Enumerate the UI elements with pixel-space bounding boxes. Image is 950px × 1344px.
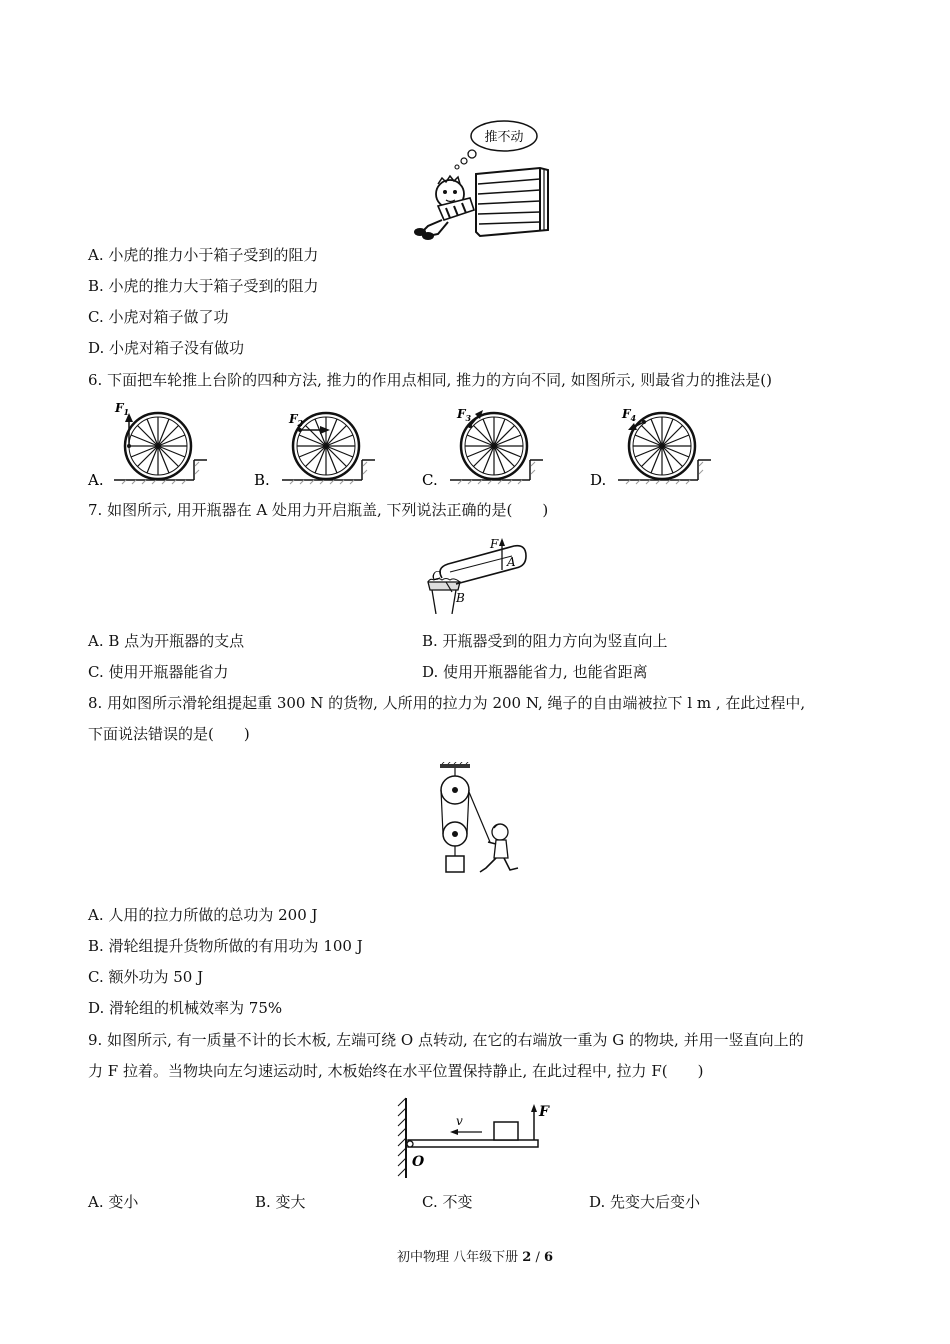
q6-figure-wheels [82,396,722,494]
q9-stem-line1: 9. 如图所示, 有一质量不计的长木板, 左端可绕 O 点转动, 在它的右端放一重为 G 的物块, 并用一竖直向上的 [88,1031,804,1049]
q7-option-d: D. 使用开瓶器能省力, 也能省距离 [422,663,648,681]
svg-text:F4: $F_4$ [622,407,637,423]
svg-text:F3: $F_3$ [457,407,472,423]
q9-option-a: A. 变小 [88,1193,139,1211]
q8-option-a: A. 人用的拉力所做的总功为 200 J [88,906,318,924]
q9-option-c: C. 不变 [422,1193,473,1211]
page-footer [0,1246,950,1265]
q8-option-b: B. 滑轮组提升货物所做的有用功为 100 J [88,937,363,955]
q7-option-a: A. B 点为开瓶器的支点 [88,632,245,650]
q8-option-c: C. 额外功为 50 J [88,968,204,986]
q5-bubble-text: 推不动 [484,130,524,145]
q5-figure-boy-pushing-box [398,118,558,242]
q7-option-c: C. 使用开瓶器能省力 [88,663,229,681]
svg-text:O: O [412,1154,425,1170]
q6-option-c: C. [422,471,438,489]
q8-stem-line2: 下面说法错误的是( ) [88,725,250,743]
q7-option-b: B. 开瓶器受到的阻力方向为竖直向上 [422,632,668,650]
q5-option-d: D. 小虎对箱子没有做功 [88,339,245,357]
q5-option-b: B. 小虎的推力大于箱子受到的阻力 [88,277,319,295]
svg-text:F: F [539,1104,549,1120]
q8-stem-line1: 8. 用如图所示滑轮组提起重 300 N 的货物, 人所用的拉力为 200 N, 绳子的自由端被拉下 l m , 在此过程中, [88,694,806,712]
q9-option-d: D. 先变大后变小 [589,1193,701,1211]
q7-figure-bottle-opener [422,534,532,614]
svg-text:F: F [490,537,499,551]
q6-option-b: B. [254,471,270,489]
q7-stem: 7. 如图所示, 用开瓶器在 A 处用力开启瓶盖, 下列说法正确的是( ) [88,501,549,519]
q9-figure-lever-board [392,1094,562,1180]
footer-separator: / [531,1250,544,1265]
q6-option-d: D. [590,471,607,489]
q6-stem: 6. 下面把车轮推上台阶的四种方法, 推力的作用点相同, 推力的方向不同, 如图所示, 则最省力的推法是() [88,371,772,389]
footer-title: 初中物理 八年级下册 [396,1250,519,1265]
q6-wheel-b [282,412,375,484]
q8-figure-pulley-system [432,762,522,882]
svg-text:F2: $F_2$ [289,412,304,428]
footer-total-pages: 6 [543,1250,554,1265]
footer-page-number: 2 [522,1250,532,1265]
svg-text:A: A [507,555,516,569]
svg-text:F1: $F_1$ [115,401,130,417]
q5-option-a: A. 小虎的推力小于箱子受到的阻力 [88,246,319,264]
q6-wheel-c [450,407,543,484]
svg-text:v: v [456,1114,463,1128]
q6-wheel-d [618,407,711,484]
q8-option-d: D. 滑轮组的机械效率为 75% [88,999,283,1017]
q6-option-a: A. [88,471,104,489]
q5-option-c: C. 小虎对箱子做了功 [88,308,229,326]
svg-text:C: C [432,569,442,583]
q9-option-b: B. 变大 [255,1193,306,1211]
q6-wheel-a [114,401,207,484]
q9-stem-line2: 力 F 拉着。当物块向左匀速运动时, 木板始终在水平位置保持静止, 在此过程中, 拉力 F( ) [88,1062,704,1080]
svg-text:B: B [456,591,465,605]
